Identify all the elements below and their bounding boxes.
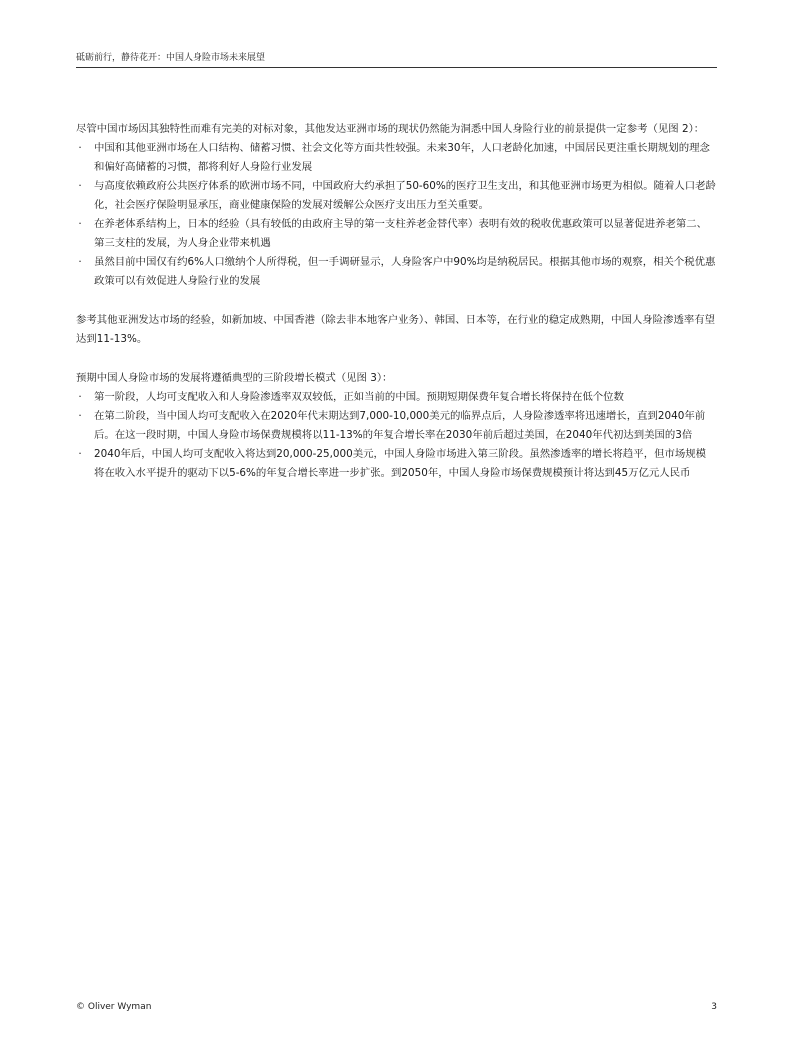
list-item-text: 在养老体系结构上，日本的经验（具有较低的由政府主导的第一支柱养老金替代率）表明有效的税收优惠政策可以显著促进养老第二、第三支柱的发展，为人身企业带来机遇: [94, 218, 708, 249]
section1-bullet-list: [76, 139, 716, 291]
list-item: [76, 139, 716, 177]
header-divider: [76, 67, 717, 68]
bullet-icon: ·: [78, 410, 82, 422]
page-footer: [76, 1001, 717, 1013]
bullet-icon: ·: [78, 391, 82, 403]
section3-intro: 预期中国人身险市场的发展将遵循典型的三阶段增长模式（见图 3）：: [76, 372, 393, 384]
list-item: [76, 407, 716, 445]
list-item: [76, 215, 716, 253]
bullet-icon: ·: [78, 256, 82, 268]
list-item-text: 虽然目前中国仅有约6%人口缴纳个人所得税，但一手调研显示，人身险客户中90%均是纳税居民。根据其他市场的观察，相关个税优惠政策可以有效促进人身险行业的发展: [94, 256, 716, 287]
main-content: [76, 120, 716, 483]
list-item: [76, 177, 716, 215]
list-item-text: 2040年后，中国人均可支配收入将达到20,000-25,000美元，中国人身险市场进入第三阶段。虽然渗透率的增长将趋平，但市场规模将在收入水平提升的驱动下以5-6%的年复合增长率进一步扩张。到2050年，中国人身险市场保费规模预计将达到45万亿元人民币: [94, 448, 707, 479]
page-header-title: 砥砺前行，静待花开：中国人身险市场未来展望: [76, 53, 266, 63]
bullet-icon: ·: [78, 218, 82, 230]
footer-copyright: © Oliver Wyman: [76, 1002, 152, 1012]
list-item-text: 与高度依赖政府公共医疗体系的欧洲市场不同，中国政府大约承担了50-60%的医疗卫生支出，和其他亚洲市场更为相似。随着人口老龄化，社会医疗保险明显承压，商业健康保险的发展对缓解公众医疗支出压力至关重要。: [94, 180, 716, 211]
bullet-icon: ·: [78, 448, 82, 460]
section3-bullet-list: [76, 388, 716, 483]
bullet-icon: ·: [78, 180, 82, 192]
section2-paragraph: 参考其他亚洲发达市场的经验，如新加坡、中国香港（除去非本地客户业务）、韩国、日本等，在行业的稳定成熟期，中国人身险渗透率有望达到11-13%。: [76, 314, 716, 345]
list-item-text: 中国和其他亚洲市场在人口结构、储蓄习惯、社会文化等方面共性较强。未来30年，人口老龄化加速，中国居民更注重长期规划的理念和偏好高储蓄的习惯，都将利好人身险行业发展: [94, 142, 710, 173]
list-item-text: 第一阶段，人均可支配收入和人身险渗透率双双较低，正如当前的中国。预期短期保费年复合增长将保持在低个位数: [94, 391, 624, 403]
section1-intro: 尽管中国市场因其独特性而难有完美的对标对象，其他发达亚洲市场的现状仍然能为洞悉中国人身险行业的前景提供一定参考（见图 2）：: [76, 123, 705, 135]
list-item: [76, 388, 716, 407]
page-number: 3: [711, 1002, 717, 1012]
list-item: [76, 253, 716, 291]
list-item-text: 在第二阶段，当中国人均可支配收入在2020年代末期达到7,000-10,000美元的临界点后，人身险渗透率将迅速增长，直到2040年前后。在这一段时期，中国人身险市场保费规模将以11-13%的年复合增长率在2030年前后超过美国，在2040年代初达到美国的3倍: [94, 410, 706, 441]
bullet-icon: ·: [78, 142, 82, 154]
list-item: [76, 445, 716, 483]
